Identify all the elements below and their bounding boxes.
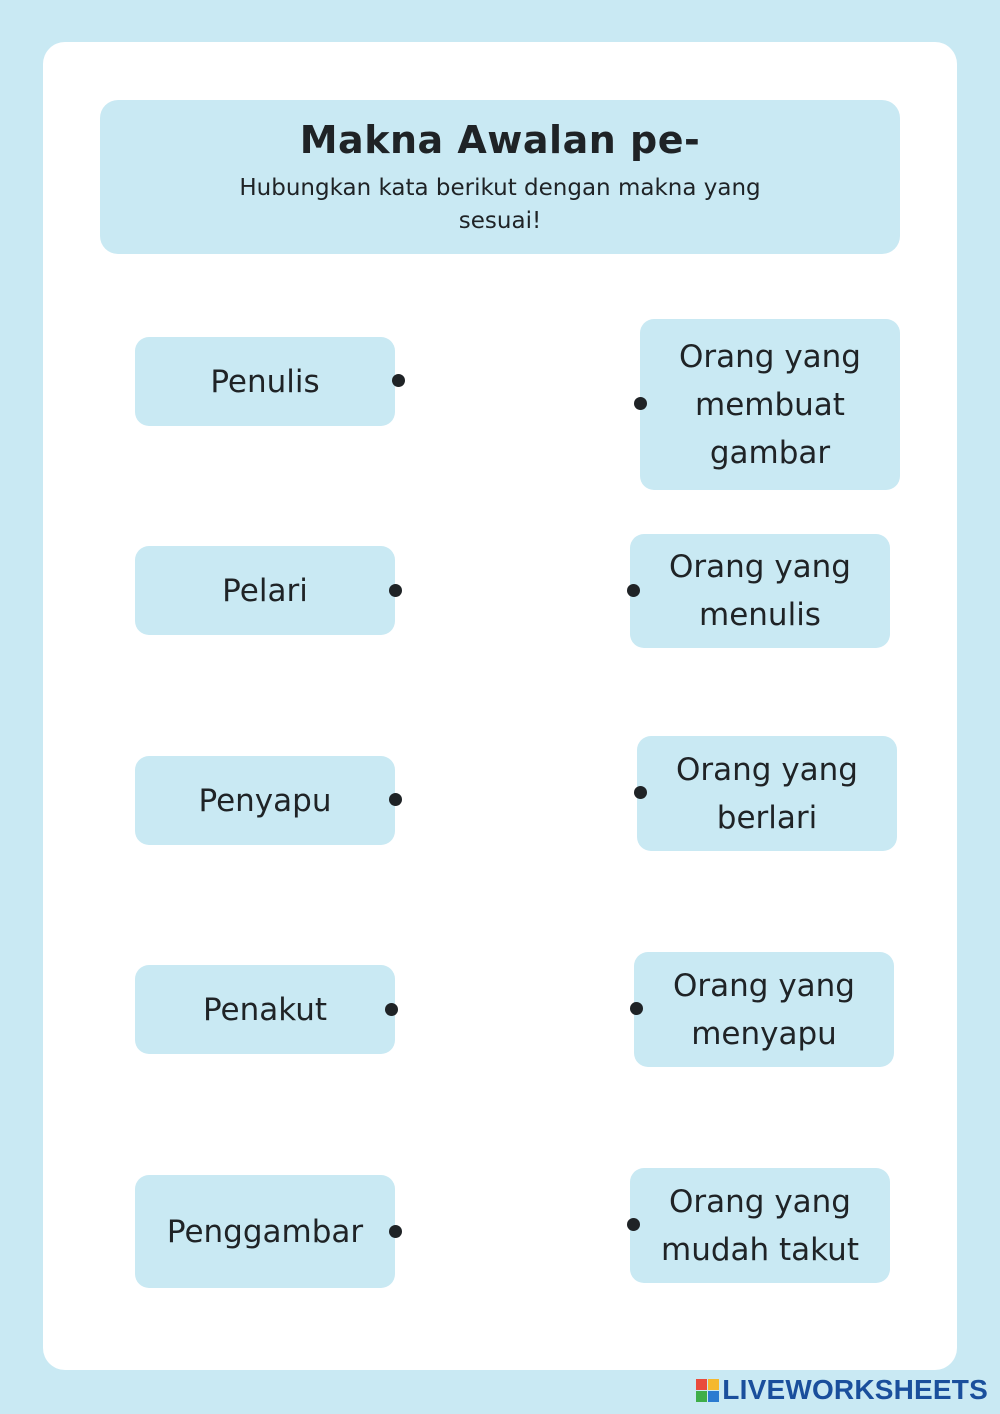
meaning-box-membuat-gambar — [640, 319, 900, 490]
meaning-box-berlari — [637, 736, 897, 851]
word-box-penyapu — [135, 756, 395, 845]
word-label: Penggambar — [166, 1213, 364, 1250]
word-box-penakut — [135, 965, 395, 1054]
meaning-connector-dot[interactable] — [634, 786, 647, 799]
word-box-penulis — [135, 337, 395, 426]
word-connector-dot[interactable] — [392, 374, 405, 387]
word-connector-dot[interactable] — [389, 584, 402, 597]
meaning-label: Orang yang menyapu — [673, 967, 855, 1052]
liveworksheets-logo — [696, 1374, 988, 1406]
brand-name: LIVEWORKSHEETS — [722, 1374, 988, 1405]
logo-square — [708, 1379, 719, 1390]
liveworksheets-logo-icon — [696, 1379, 719, 1402]
word-label: Penakut — [202, 991, 328, 1028]
meaning-connector-dot[interactable] — [630, 1002, 643, 1015]
meaning-connector-dot[interactable] — [627, 584, 640, 597]
meaning-box-menyapu — [634, 952, 894, 1067]
meaning-label: Orang yang membuat gambar — [679, 338, 861, 471]
page-title: Makna Awalan pe- — [299, 118, 701, 162]
word-connector-dot[interactable] — [385, 1003, 398, 1016]
word-box-pelari — [135, 546, 395, 635]
word-connector-dot[interactable] — [389, 793, 402, 806]
meaning-box-mudah-takut — [630, 1168, 890, 1283]
word-label: Pelari — [222, 572, 308, 609]
word-box-penggambar — [135, 1175, 395, 1288]
meaning-label: Orang yang berlari — [676, 751, 858, 836]
word-connector-dot[interactable] — [389, 1225, 402, 1238]
meaning-connector-dot[interactable] — [634, 397, 647, 410]
title-banner — [100, 100, 900, 254]
meaning-label: Orang yang mudah takut — [661, 1183, 859, 1268]
word-label: Penyapu — [198, 782, 332, 819]
meaning-box-menulis — [630, 534, 890, 648]
logo-square — [696, 1379, 707, 1390]
meaning-connector-dot[interactable] — [627, 1218, 640, 1231]
logo-square — [708, 1391, 719, 1402]
word-label: Penulis — [210, 363, 320, 400]
meaning-label: Orang yang menulis — [669, 549, 851, 633]
logo-square — [696, 1391, 707, 1402]
instruction-text: Hubungkan kata berikut dengan makna yang sesuai! — [239, 175, 761, 234]
